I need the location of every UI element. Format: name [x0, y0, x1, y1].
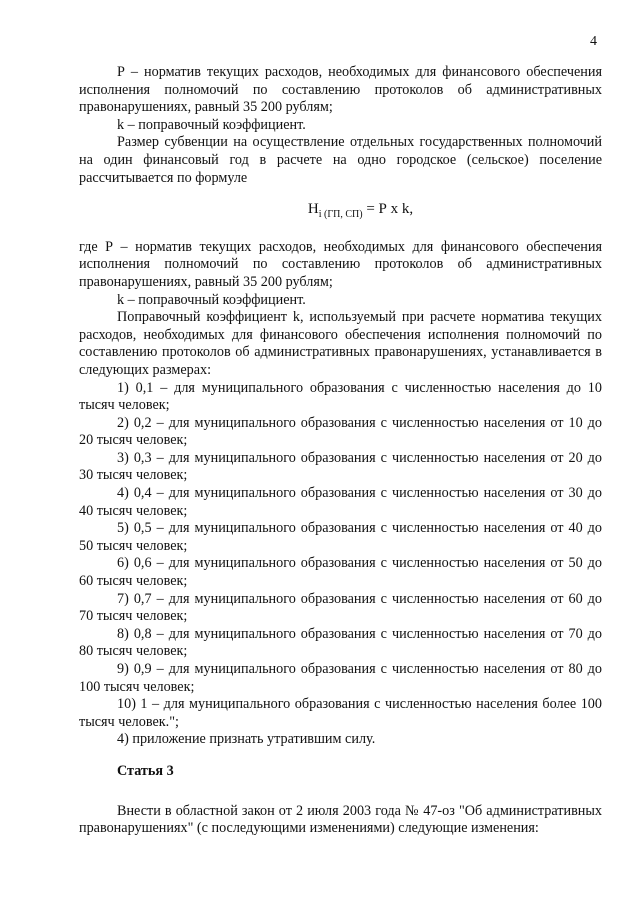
list-item: 5) 0,5 – для муниципального образования с численностью населения от 40 до 50 тысяч человек; — [79, 520, 602, 554]
list-item: 1) 0,1 – для муниципального образования с численностью населения до 10 тысяч человек; — [79, 379, 602, 414]
paragraph: Размер субвенции на осуществление отдельных государственных полномочий на один финансовый год в расчете на одно городское (сельское) поселение рассчитывается по формуле — [79, 134, 602, 186]
article-heading: Статья 3 — [117, 762, 174, 779]
formula-lhs: Н — [307, 201, 319, 218]
page-number: 4 — [590, 34, 597, 49]
coefficient-list — [79, 380, 602, 732]
list-item: 6) 0,6 – для муниципального образования с численностью населения от 50 до 60 тысяч человек; — [79, 555, 602, 590]
paragraph: где Р – норматив текущих расходов, необходимых для финансового обеспечения исполнения полномочий по составлению протоколов об административных правонарушениях, равный 35 200 рублям; — [79, 238, 602, 290]
list-item: 9) 0,9 – для муниципального образования с численностью населения от 80 до 100 тысяч человек; — [79, 661, 602, 695]
list-item: 10) 1 – для муниципального образования с численностью населения более 100 тысяч человек."; — [79, 696, 602, 730]
formula — [79, 201, 602, 224]
paragraph-group-b — [79, 239, 602, 380]
list-item: 8) 0,8 – для муниципального образования с численностью населения от 70 до 80 тысяч человек; — [79, 625, 602, 660]
list-item: 4) 0,4 – для муниципального образования с численностью населения от 30 до 40 тысяч человек; — [79, 485, 602, 519]
list-item: 2) 0,2 – для муниципального образования с численностью населения от 10 до 20 тысяч человек; — [79, 414, 602, 449]
paragraph: Поправочный коэффициент k, используемый при расчете норматива текущих расходов, необходимых для финансового обеспечения исполнения полномочий по составлению протоколов об административных правонарушениях, устанавливается в следующих размерах: — [79, 309, 602, 378]
paragraph-group-a — [79, 64, 602, 187]
list-item: 3) 0,3 – для муниципального образования с численностью населения от 20 до 30 тысяч человек; — [79, 449, 602, 484]
paragraph: Р – норматив текущих расходов, необходимых для финансового обеспечения исполнения полномочий по составлению протоколов об административных правонарушениях, равный 35 200 рублям; — [79, 64, 602, 116]
item-4-text: 4) приложение признать утратившим силу. — [117, 731, 376, 748]
document-body — [79, 64, 602, 838]
paragraph: k – поправочный коэффициент. — [117, 291, 306, 308]
paragraph: k – поправочный коэффициент. — [117, 116, 306, 133]
list-item: 7) 0,7 – для муниципального образования с численностью населения от 60 до 70 тысяч человек; — [79, 590, 602, 625]
formula-rhs: = Р x k, — [362, 201, 414, 218]
article-text: Внести в областной закон от 2 июля 2003 года № 47-оз "Об административных правонарушениях" (с последующими изменениями) следующие изменения: — [79, 802, 602, 837]
formula-subscript: i (ГП, СП) — [318, 209, 363, 221]
